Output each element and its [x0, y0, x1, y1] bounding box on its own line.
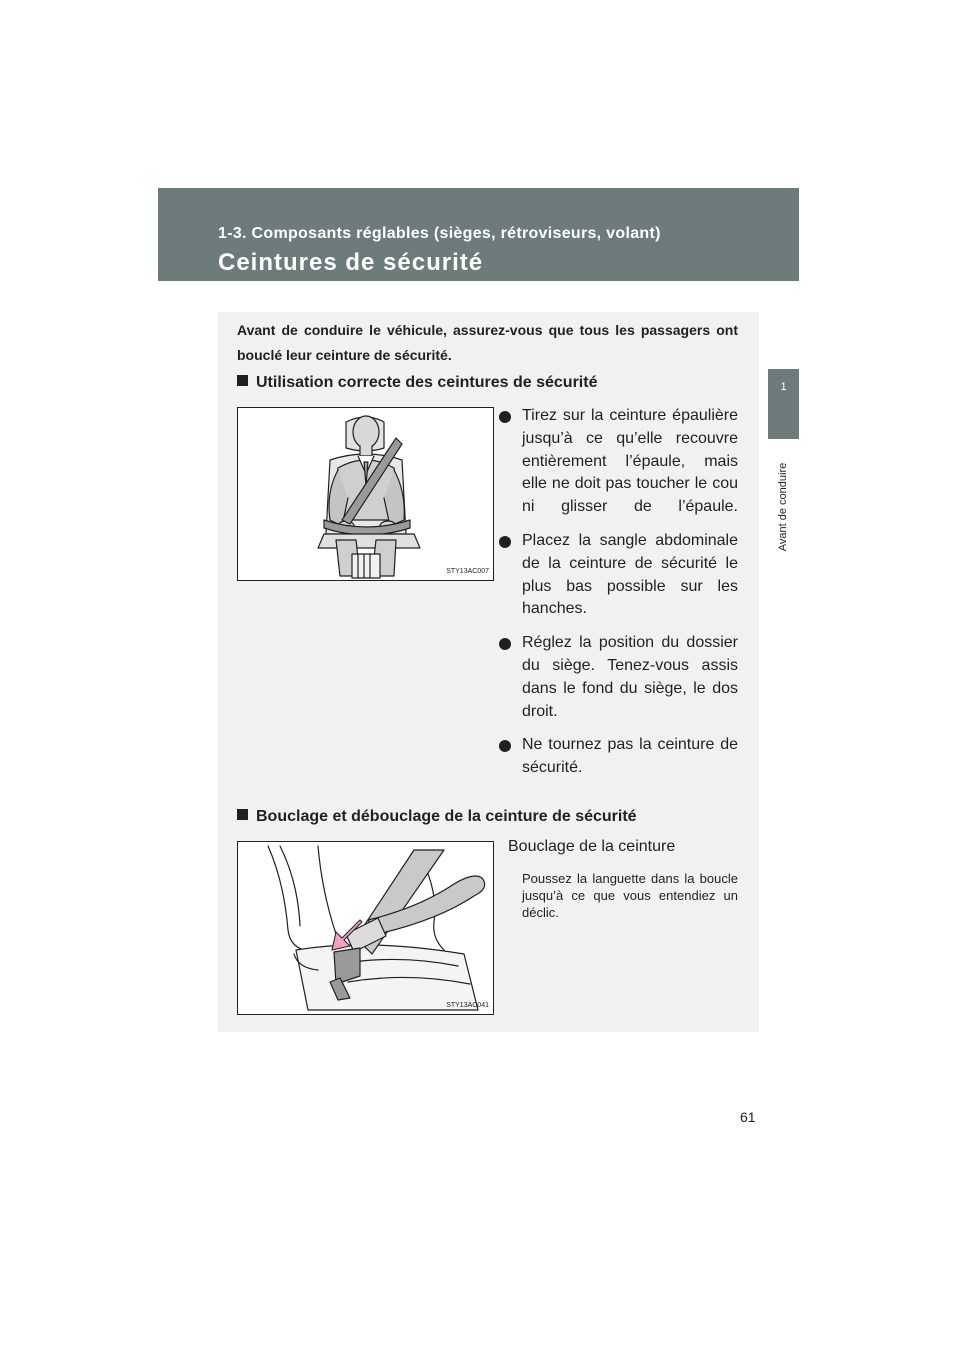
step-text: Poussez la languette dans la boucle jusqu’à ce que vous entendiez un déclic.	[522, 871, 738, 920]
page-number: 61	[740, 1109, 756, 1125]
round-bullet-icon	[499, 411, 511, 423]
intro-text: Avant de conduire le véhicule, assurez-vous que tous les passagers ont bouclé leur ceinture de sécurité.	[237, 322, 738, 363]
round-bullet-icon	[499, 536, 511, 548]
chapter-number: 1	[780, 381, 787, 393]
figure-code: STY13AC007	[446, 568, 489, 575]
section-heading-usage	[237, 374, 597, 392]
section-heading-usage-text: Utilisation correcte des ceintures de sécurité	[256, 374, 598, 391]
chapter-label: Avant de conduire	[777, 462, 789, 552]
seated-passenger-illustration	[238, 408, 493, 580]
page-heading: Ceintures de sécurité	[218, 249, 484, 276]
square-bullet-icon	[237, 375, 248, 386]
section-heading-buckling-text: Bouclage et débouclage de la ceinture de sécurité	[256, 808, 637, 825]
round-bullet-icon	[499, 740, 511, 752]
section-heading-buckling	[237, 808, 637, 826]
chapter-label-container	[767, 447, 799, 567]
figure-seated-passenger	[237, 407, 494, 581]
chapter-tab	[768, 369, 799, 439]
figure-code: STY13AC041	[446, 1002, 489, 1009]
list-item: Réglez la position du dossier du siège. Tenez-vous assis dans le fond du siège, le dos droit.	[507, 632, 738, 723]
buckle-insertion-illustration	[238, 842, 493, 1014]
section-title: 1-3. Composants réglables (sièges, rétroviseurs, volant)	[218, 225, 661, 242]
round-bullet-icon	[499, 638, 511, 650]
usage-bullet-list	[507, 405, 738, 791]
figure-buckle-insertion	[237, 841, 494, 1015]
list-item: Placez la sangle abdominale de la ceinture de sécurité le plus bas possible sur les hanches.	[507, 530, 738, 621]
square-bullet-icon	[237, 809, 248, 820]
list-item: Ne tournez pas la ceinture de sécurité.	[507, 734, 738, 780]
list-item: Tirez sur la ceinture épaulière jusqu’à ce qu’elle recouvre entièrement l’épaule, mais elle ne doit pas toucher le cou ni glisser de l’épaule.	[507, 405, 738, 519]
step-title: Bouclage de la ceinture	[508, 838, 676, 855]
